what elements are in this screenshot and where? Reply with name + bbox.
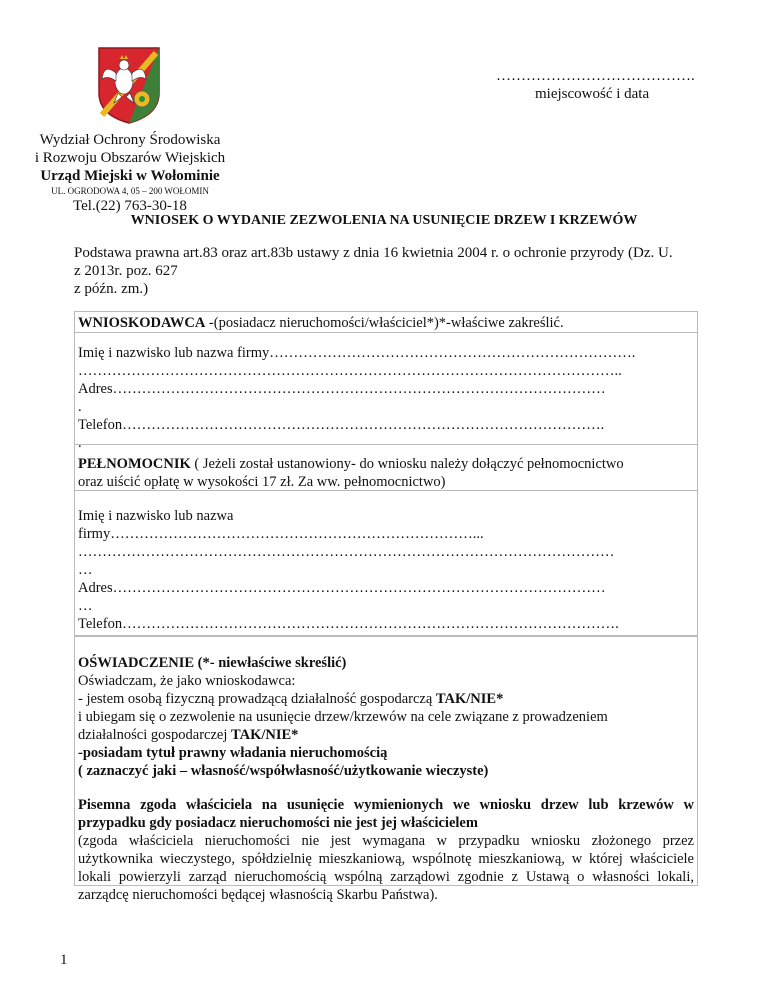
office-line-2: i Rozwoju Obszarów Wiejskich xyxy=(34,150,226,166)
document-title: WNIOSEK O WYDANIE ZEZWOLENIA NA USUNIĘCIE DRZEW I KRZEWÓW xyxy=(130,213,638,228)
page-number: 1 xyxy=(60,952,68,968)
consent-text: (zgoda właściciela nieruchomości nie jest wymagana w przypadku wniosku złożonego przez użytkownika wieczystego, spółdzielnię mieszkaniową, wspólnotę mieszkaniową, w której właściciele lokali powierzyli zarząd nieruchomością wspólną zarządowi zgodnie z Ustawą o własności lokali, zarządcę nieruchomości będącej własnością Skarbu Państwa). xyxy=(78,833,694,903)
proxy-phone-field[interactable]: Telefon…………………………………………………………………………………………. xyxy=(78,616,619,632)
applicant-address-field[interactable]: Adres………………………………………………………………………………………… xyxy=(78,381,606,397)
proxy-name-field[interactable]: firmy…………………………………………………………………... xyxy=(78,526,484,542)
office-block xyxy=(20,131,240,215)
coat-of-arms-logo xyxy=(96,45,162,125)
legal-basis: Podstawa prawna art.83 oraz art.83b ustawy z dnia 16 kwietnia 2004 r. o ochronie przyrody (Dz. U. z 2013r. poz. 627 z późn. zm.) xyxy=(74,245,673,297)
date-label: miejscowość i data xyxy=(535,86,650,102)
applicant-heading: WNIOSKODAWCA -(posiadacz nieruchomości/właściciel*)*-właściwe zakreślić. xyxy=(78,315,564,331)
declaration-content: OŚWIADCZENIE (*- niewłaściwe skreślić) Oświadczam, że jako wnioskodawca: - jestem osobą fizyczną prowadzącą działalność gospodarczą TAK/NIE* i ubiegam się o zezwolenie na usunięcie drzew/krzewów na cele związane z prowadzeniem działalności gospodarczej TAK/NIE* -posiadam tytuł prawny władania nieruchomością ( zaznaczyć jaki – własność/współwłasność/użytkowanie wieczyste) Pisemna zgoda właściciela na usunięcie wymienionych we wniosku drzew lub krzewów w przypadku gdy posiadacz nieruchomości nie jest jej właścicielem (zgoda właściciela nieruchomości nie jest wymagana w przypadku wniosku złożonego przez użytkownika wieczystego, spółdzielnię mieszkaniową, wspólnotę mieszkaniową, w której właściciele lokali powierzyli zarząd nieruchomością wspólną zarządowi zgodnie z Ustawą o własności lokali, zarządcę nieruchomości będącej własnością Skarbu Państwa). xyxy=(78,655,694,903)
applicant-phone-field[interactable]: Telefon………………………………………………………………………………………. xyxy=(78,417,605,433)
consent-heading: Pisemna zgoda właściciela na usunięcie wymienionych we wniosku drzew lub krzewów w przypadku gdy posiadacz nieruchomości nie jest jej właścicielem xyxy=(78,797,694,831)
declaration-heading: OŚWIADCZENIE (*- niewłaściwe skreślić) xyxy=(78,655,347,671)
office-address: UL. OGRODOWA 4, 05 – 200 WOŁOMIN xyxy=(51,186,209,196)
applicant-name-field[interactable]: Imię i nazwisko lub nazwa firmy…………………………………………………………………. xyxy=(78,345,636,361)
proxy-address-field[interactable]: Adres………………………………………………………………………………………… xyxy=(78,580,606,596)
applicant-fields: Imię i nazwisko lub nazwa firmy…………………………………………………………………. ………………………………………………………………………………………………….. Adres………………………………………………………………………………………… . Telefon………………………………………………………………………………………. . xyxy=(78,344,694,452)
proxy-heading: PEŁNOMOCNIK ( Jeżeli został ustanowiony- do wniosku należy dołączyć pełnomocnictwo oraz uiścić opłatę w wysokości 17 zł. Za ww. pełnomocnictwo) xyxy=(78,456,624,490)
proxy-fields: Imię i nazwisko lub nazwa firmy…………………………………………………………………... ………………………………………………………………………………………………… … Adres………………………………………………………………………………………… … Telefon…………………………………………………………………………………………. xyxy=(78,507,694,633)
office-phone: Tel.(22) 763-30-18 xyxy=(73,198,187,214)
office-line-1: Wydział Ochrony Środowiska xyxy=(39,132,221,148)
office-name: Urząd Miejski w Wołominie xyxy=(40,168,220,184)
date-placeholder: …………………………………. xyxy=(496,68,695,84)
